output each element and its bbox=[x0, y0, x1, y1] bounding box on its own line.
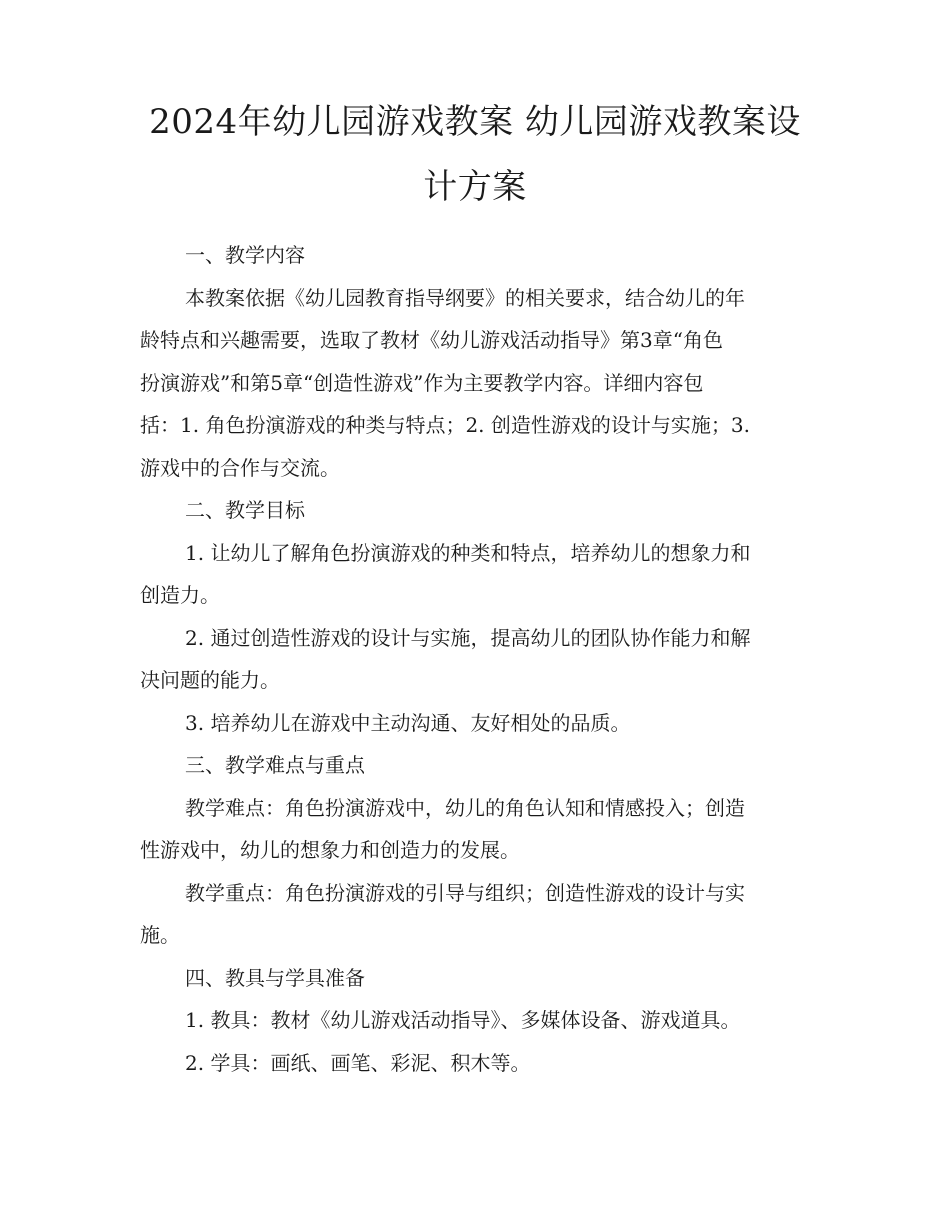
paragraph-line: 括：1. 角色扮演游戏的种类与特点；2. 创造性游戏的设计与实施；3. bbox=[140, 413, 750, 437]
paragraph-line: 游戏中的合作与交流。 bbox=[140, 456, 340, 480]
paragraph-line: 创造力。 bbox=[140, 583, 220, 607]
paragraph-line: 3. 培养幼儿在游戏中主动沟通、友好相处的品质。 bbox=[185, 711, 631, 735]
paragraph-line: 性游戏中，幼儿的想象力和创造力的发展。 bbox=[140, 838, 520, 862]
section-heading-objectives: 二、教学目标 bbox=[185, 498, 305, 522]
paragraph-line: 施。 bbox=[140, 923, 180, 947]
section-heading-difficulties: 三、教学难点与重点 bbox=[185, 753, 365, 777]
paragraph-line: 2. 学具：画纸、画笔、彩泥、积木等。 bbox=[185, 1051, 531, 1075]
document-title-line-1: 2024年幼儿园游戏教案 幼儿园游戏教案设 bbox=[149, 102, 801, 142]
section-heading-content: 一、教学内容 bbox=[185, 243, 305, 267]
paragraph-line: 1. 教具：教材《幼儿游戏活动指导》、多媒体设备、游戏道具。 bbox=[185, 1008, 741, 1032]
document-title-line-2: 计方案 bbox=[423, 167, 527, 207]
section-heading-materials: 四、教具与学具准备 bbox=[185, 966, 365, 990]
paragraph-line: 扮演游戏”和第5章“创造性游戏”作为主要教学内容。详细内容包 bbox=[140, 371, 704, 395]
paragraph-line: 龄特点和兴趣需要，选取了教材《幼儿游戏活动指导》第3章“角色 bbox=[140, 328, 723, 352]
paragraph-line: 本教案依据《幼儿园教育指导纲要》的相关要求，结合幼儿的年 bbox=[185, 286, 745, 310]
paragraph-line: 决问题的能力。 bbox=[140, 668, 280, 692]
paragraph-line: 教学重点：角色扮演游戏的引导与组织；创造性游戏的设计与实 bbox=[185, 881, 745, 905]
paragraph-line: 2. 通过创造性游戏的设计与实施，提高幼儿的团队协作能力和解 bbox=[185, 626, 751, 650]
paragraph-line: 教学难点：角色扮演游戏中，幼儿的角色认知和情感投入；创造 bbox=[185, 796, 745, 820]
paragraph-line: 1. 让幼儿了解角色扮演游戏的种类和特点，培养幼儿的想象力和 bbox=[185, 541, 751, 565]
